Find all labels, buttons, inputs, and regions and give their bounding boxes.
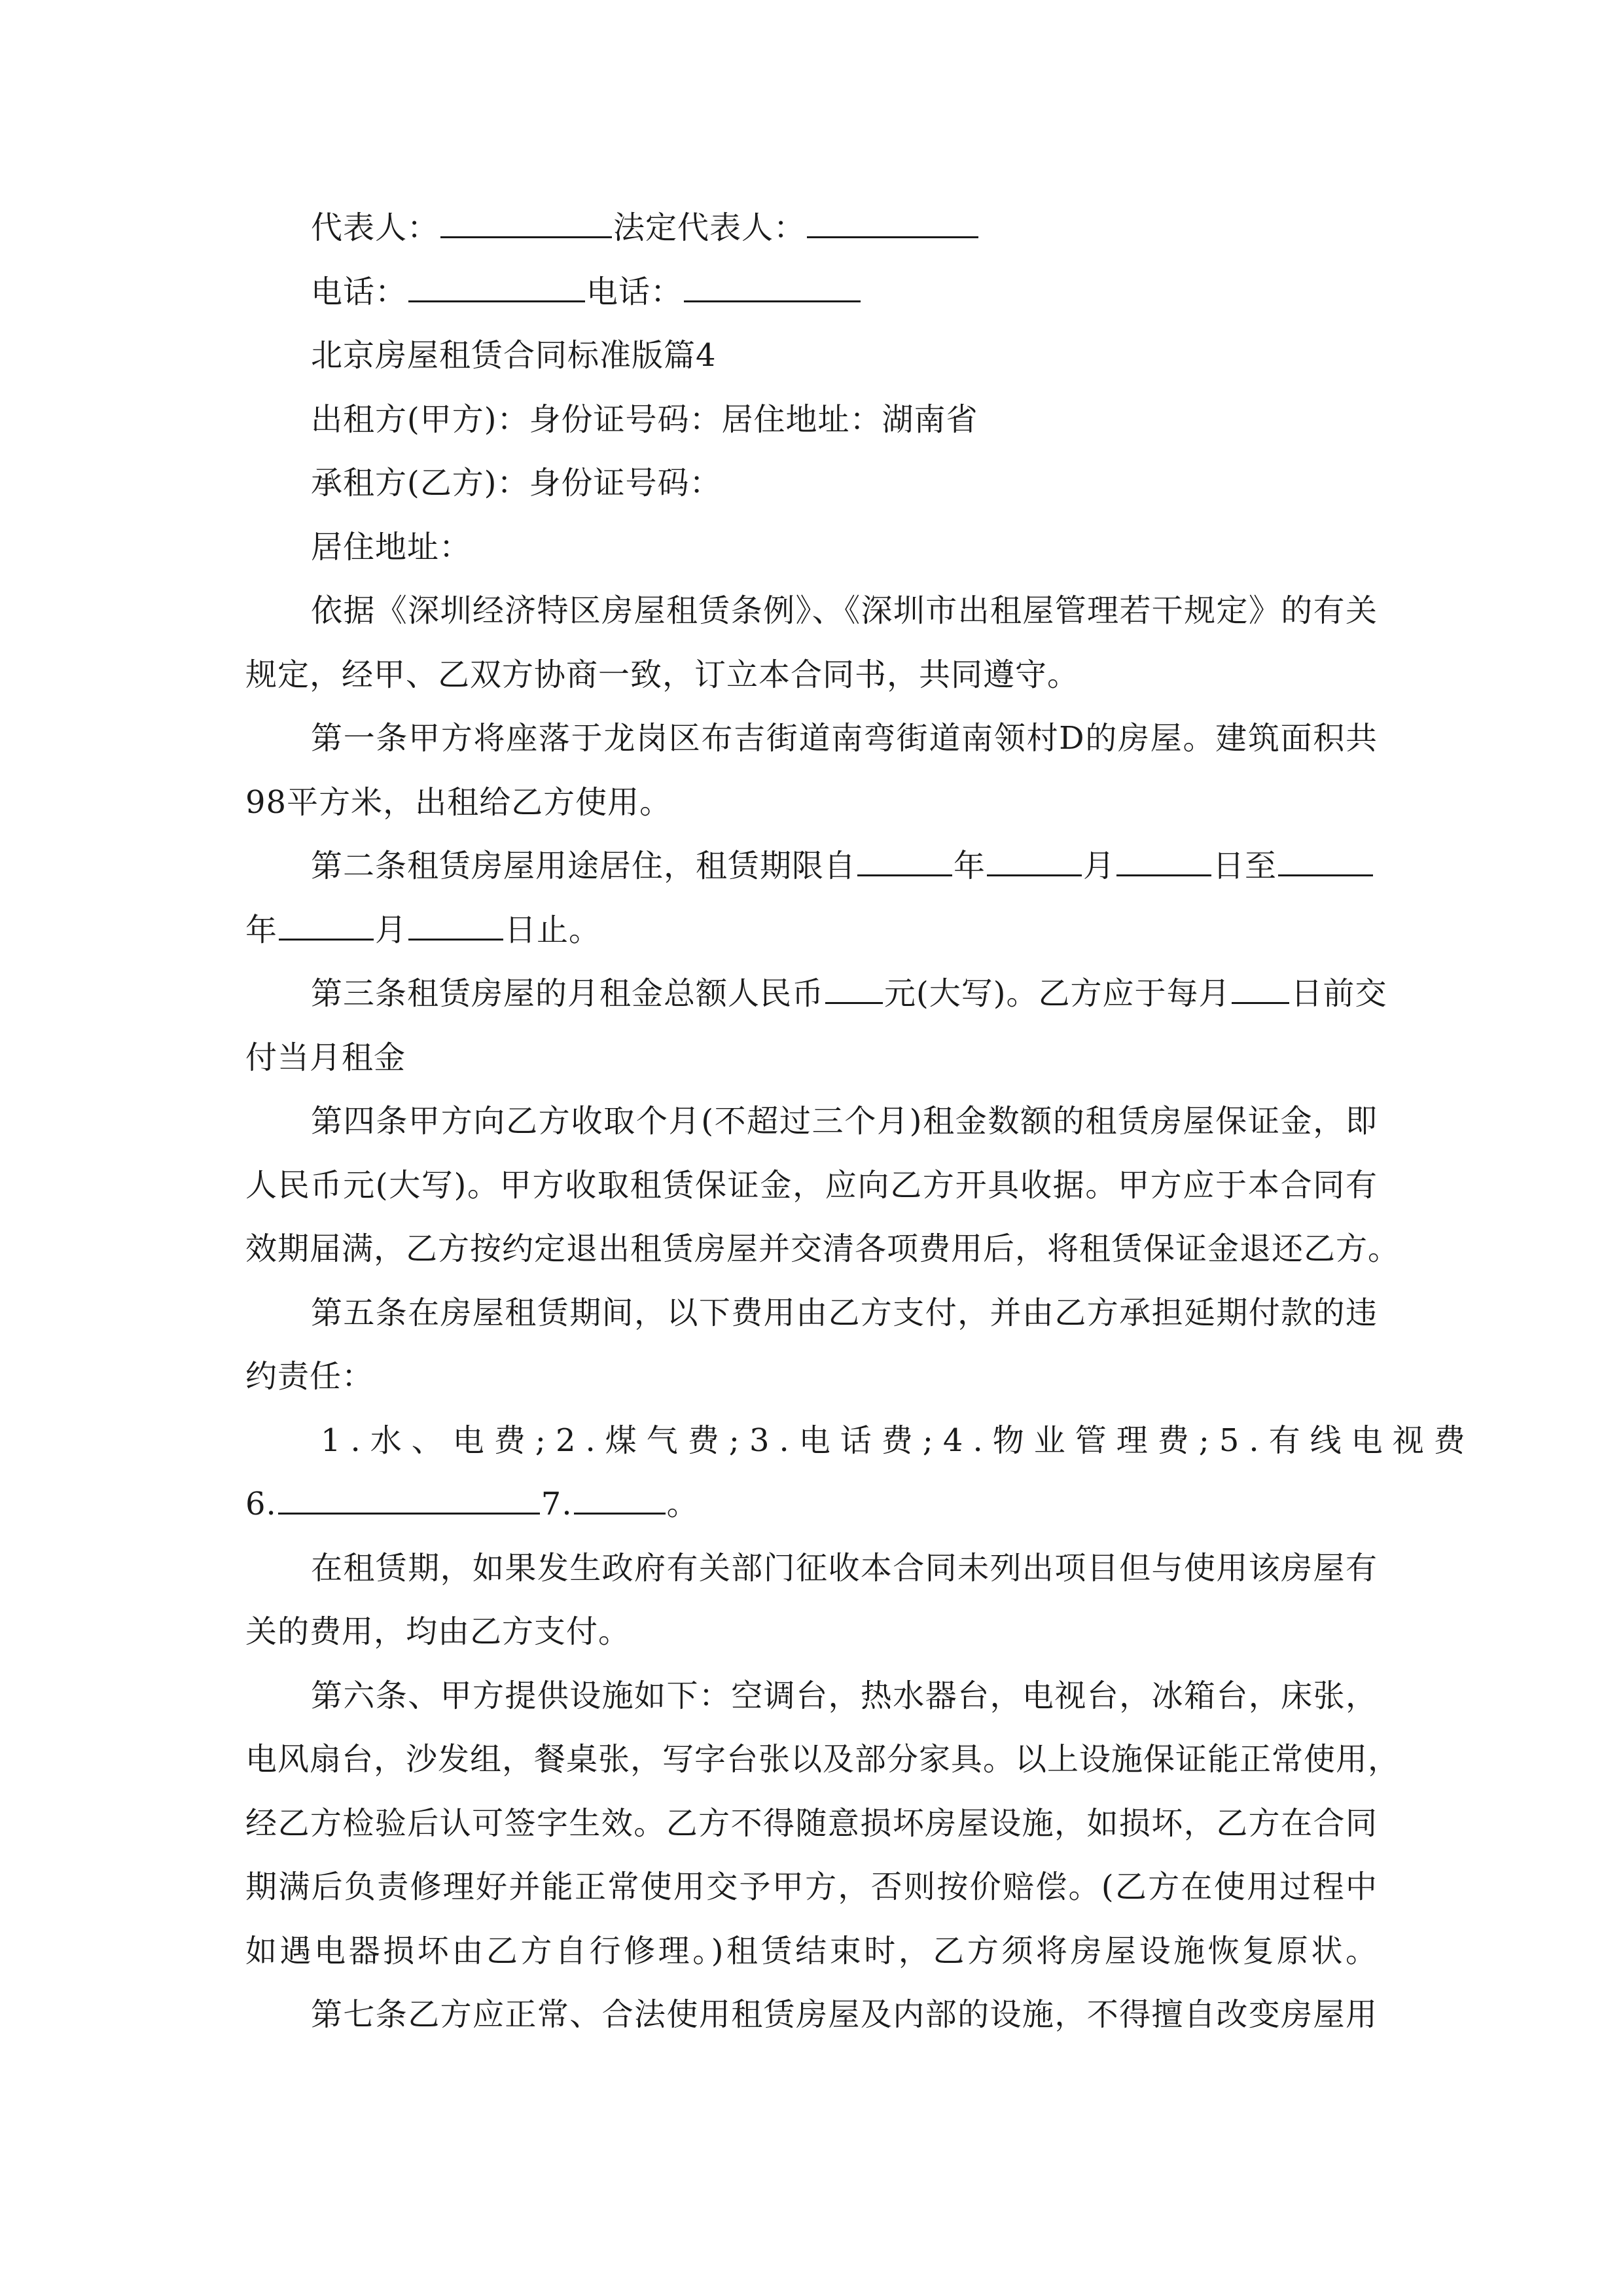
day-to-label: 日至 [1213, 848, 1277, 884]
basis-line-1: 依据《深圳经济特区房屋租赁条例》、《深圳市出租屋管理若干规定》的有关 [311, 592, 1378, 629]
legal-rep-label: 法定代表人： [613, 209, 806, 246]
rep-label: 代表人： [311, 209, 440, 246]
end-month-label: 月 [375, 911, 408, 948]
article-1-line-2: 98平方米，出租给乙方使用。 [245, 783, 672, 821]
fee-7-blank [574, 1482, 666, 1515]
article-3-line-2: 付当月租金 [245, 1039, 406, 1076]
article-4-line-2: 人民币元(大写)。甲方收取租赁保证金，应向乙方开具收据。甲方应于本合同有 [245, 1166, 1378, 1204]
end-year-blank [1278, 844, 1373, 876]
article-1-line-1: 第一条甲方将座落于龙岗区布吉街道南弯街道南领村D的房屋。建筑面积共 [311, 720, 1378, 757]
article-6-line-4: 期满后负责修理好并能正常使用交予甲方，否则按价赔偿。(乙方在使用过程中 [245, 1869, 1378, 1905]
tel-blank-a [408, 270, 585, 302]
year-label: 年 [954, 848, 986, 884]
article-6-line-1: 第六条、甲方提供设施如下：空调台，热水器台，电视台，冰箱台，床张， [311, 1677, 1378, 1714]
article-7-line-1: 第七条乙方应正常、合法使用租赁房屋及内部的设施，不得擅自改变房屋用 [311, 1996, 1378, 2033]
lessee-line: 承租方(乙方)：身份证号码： [311, 465, 722, 501]
lessor-line: 出租方(甲方)：身份证号码：居住地址：湖南省 [311, 401, 978, 438]
start-year-blank [857, 844, 952, 876]
fee-7-label: 7. [541, 1486, 573, 1522]
article-3-text-a: 第三条租赁房屋的月租金总额人民币 [311, 975, 825, 1012]
other-fees-line-2: 关的费用，均由乙方支付。 [245, 1613, 631, 1650]
legal-rep-blank [807, 206, 978, 238]
tel-blank-b [684, 270, 861, 302]
article-5-line-2: 约责任： [245, 1358, 374, 1395]
basis-line-2: 规定，经甲、乙双方协商一致，订立本合同书，共同遵守。 [245, 656, 1080, 693]
article-6-line-2: 电风扇台，沙发组，餐桌张，写字台张以及部分家具。以上设施保证能正常使用， [245, 1741, 1400, 1778]
article-4-line-3: 效期届满，乙方按约定退出租赁房屋并交清各项费用后，将租赁保证金退还乙方。 [245, 1230, 1400, 1267]
fee-6-blank [278, 1482, 540, 1515]
day-end-label: 日止。 [505, 911, 601, 948]
end-year-label: 年 [245, 911, 278, 948]
fees-line-2 [245, 1473, 1378, 1537]
address-line: 居住地址： [311, 528, 472, 565]
fees-line-1: 1.水、电费;2.煤气费;3.电话费;4.物业管理费;5.有线电视费 [321, 1422, 1475, 1459]
tel-label-a: 电话： [311, 273, 408, 310]
fee-6-label: 6. [245, 1486, 277, 1522]
end-day-blank [408, 908, 503, 941]
tel-label-b: 电话： [586, 273, 683, 310]
month-label: 月 [1083, 848, 1116, 884]
article-2-line-1 [245, 834, 1378, 899]
telephone-line [245, 260, 1378, 325]
article-2-line-2 [245, 899, 1378, 963]
rent-amount-blank [825, 972, 883, 1004]
article-2-text: 第二条租赁房屋用途居住，租赁期限自 [311, 848, 857, 884]
article-5-line-1: 第五条在房屋租赁期间，以下费用由乙方支付，并由乙方承担延期付款的违 [311, 1294, 1378, 1331]
article-3-line-1 [245, 962, 1387, 1026]
representative-line [245, 196, 1378, 260]
start-day-blank [1116, 844, 1211, 876]
fees-end: 。 [666, 1486, 699, 1522]
section-heading: 北京房屋租赁合同标准版篇4 [311, 337, 717, 374]
article-6-line-3: 经乙方检验后认可签字生效。乙方不得随意损坏房屋设施，如损坏，乙方在合同 [245, 1804, 1378, 1842]
article-3-text-c: 日前交 [1291, 975, 1387, 1012]
rent-day-blank [1232, 972, 1289, 1004]
article-6-line-5: 如遇电器损坏由乙方自行修理。)租赁结束时，乙方须将房屋设施恢复原状。 [245, 1932, 1378, 1969]
article-3-text-b: 元(大写)。乙方应于每月 [884, 975, 1231, 1012]
start-month-blank [987, 844, 1082, 876]
end-month-blank [279, 908, 374, 941]
other-fees-line-1: 在租赁期，如果发生政府有关部门征收本合同未列出项目但与使用该房屋有 [311, 1549, 1378, 1587]
rep-blank [440, 206, 612, 238]
contract-body [245, 196, 1475, 2047]
article-4-line-1: 第四条甲方向乙方收取个月(不超过三个月)租金数额的租赁房屋保证金，即 [311, 1103, 1378, 1139]
